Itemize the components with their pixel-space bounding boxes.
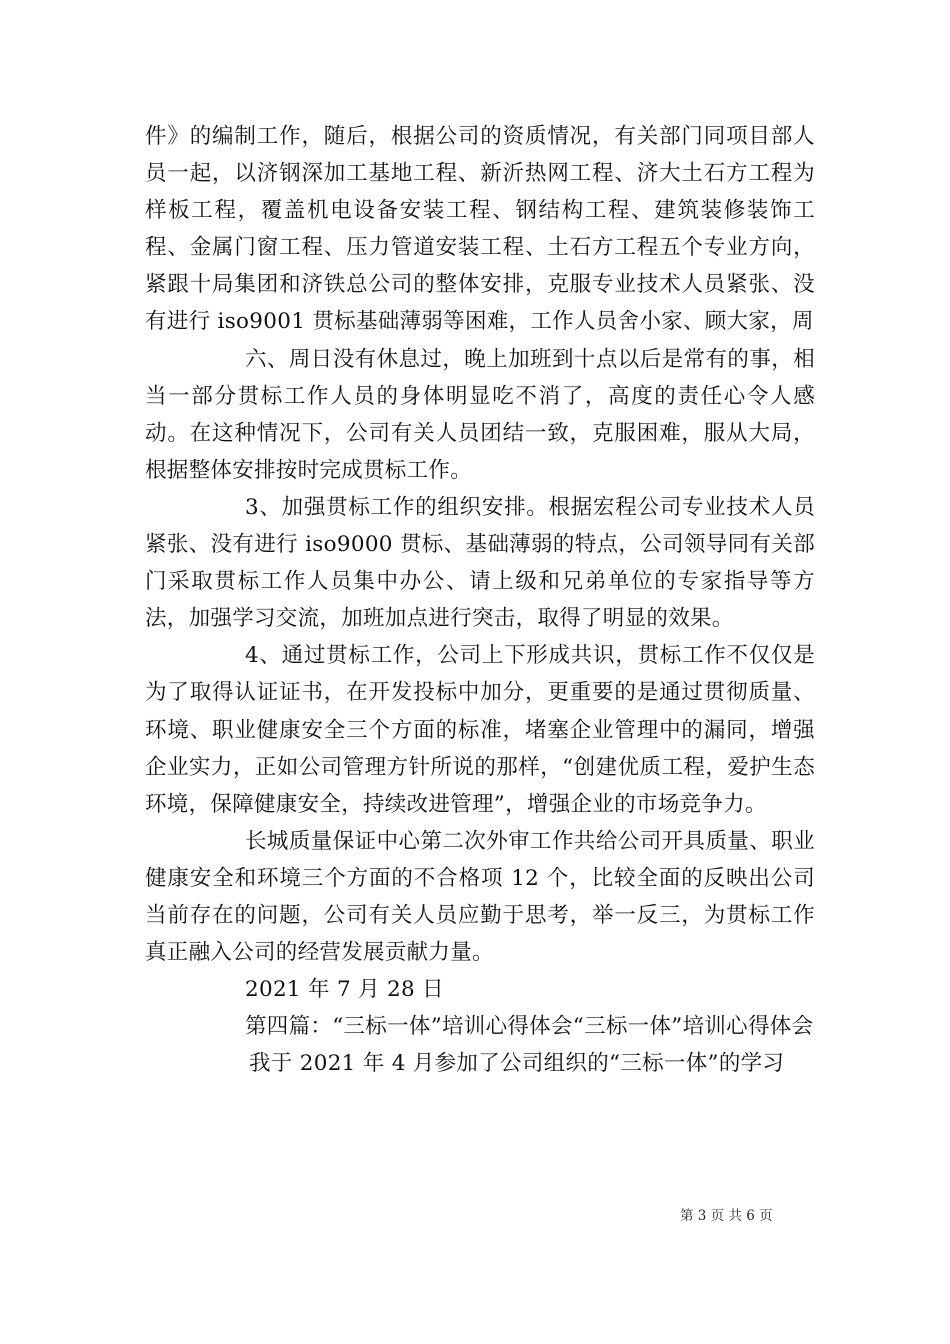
section-title: 第四篇：“三标一体”培训心得体会“三标一体”培训心得体会: [245, 1014, 814, 1040]
paragraph-continuation: 件》的编制工作，随后，根据公司的资质情况，有关部门同项目部人员一起，以济钢深加工基地工程、新沂热网工程、济大土石方工程为样板工程，覆盖机电设备安装工程、钢结构工程、建筑装修装饰工程、金属门窗工程、压力管道安装工程、土石方工程五个专业方向，紧跟十局集团和济铁总公司的整体安排，克服专业技术人员紧张、没有进行 iso9001 贯标基础薄弱等困难，工作人员舍小家、顾大家，周: [145, 124, 815, 335]
document-body: [145, 118, 815, 1082]
paragraph-intro: 我于 2021 年 4 月参加了公司组织的“三标一体”的学习: [249, 1051, 785, 1077]
paragraph-audit-summary: 长城质量保证中心第二次外审工作共给公司开具质量、职业健康安全和环境三个方面的不合格项 12 个，比较全面的反映出公司当前存在的问题，公司有关人员应勤于思考，举一反三，为贯标工作真正融入公司的经营发展贡献力量。: [145, 828, 815, 966]
paragraph-overtime: 六、周日没有休息过，晚上加班到十点以后是常有的事，相当一部分贯标工作人员的身体明显吃不消了，高度的责任心令人感动。在这种情况下，公司有关人员团结一致，克服困难，服从大局，根据整体安排按时完成贯标工作。: [145, 346, 815, 483]
document-date: 2021 年 7 月 28 日: [245, 977, 444, 1003]
page-number-footer: 第 3 页 共 6 页: [680, 1208, 773, 1224]
paragraph-point-3: 3、加强贯标工作的组织安排。根据宏程公司专业技术人员紧张、没有进行 iso9000 贯标、基础薄弱的特点，公司领导同有关部门采取贯标工作人员集中办公、请上级和兄弟单位的专家指导等方法，加强学习交流，加班加点进行突击，取得了明显的效果。: [145, 494, 815, 632]
paragraph-point-4: 4、通过贯标工作，公司上下形成共识，贯标工作不仅仅是为了取得认证证书，在开发投标中加分，更重要的是通过贯彻质量、环境、职业健康安全三个方面的标准，堵塞企业管理中的漏同，增强企业实力，正如公司管理方针所说的那样，“创建优质工程，爱护生态环境，保障健康安全，持续改进管理”，增强企业的市场竞争力。: [145, 643, 815, 817]
